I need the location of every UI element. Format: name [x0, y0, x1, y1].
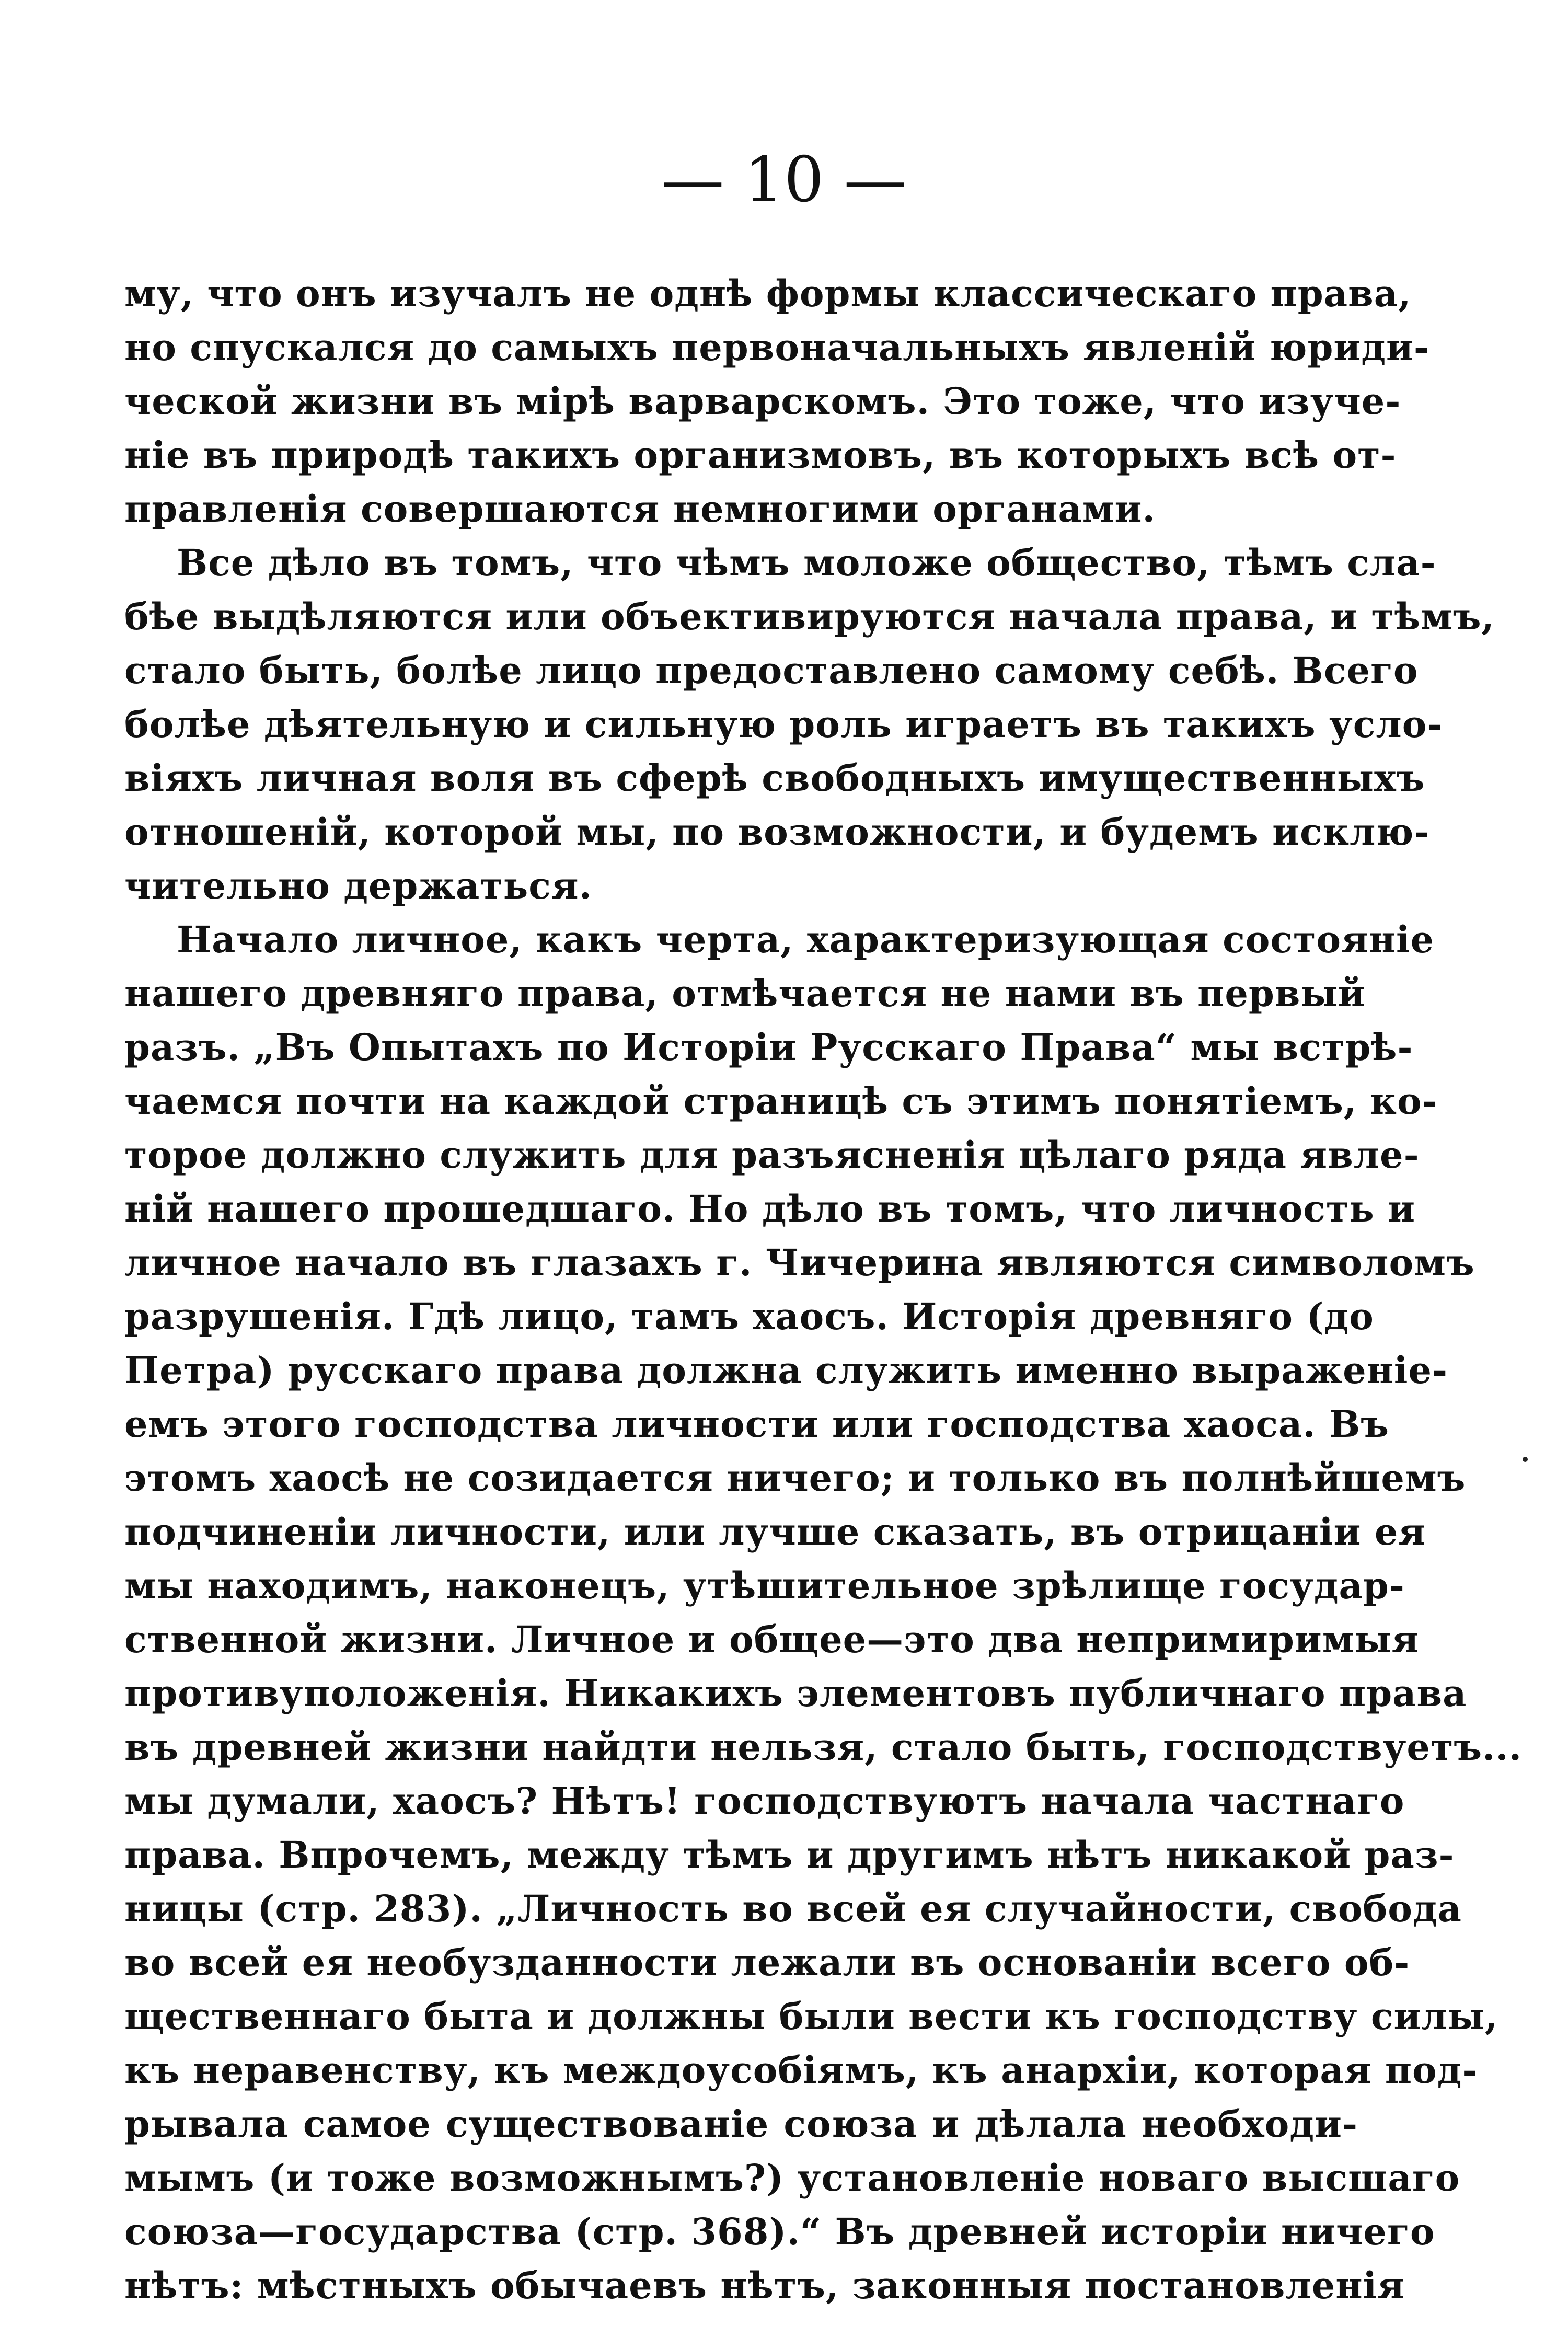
text-line: ственной жизни. Личное и общее—это два непримиримыя [124, 1618, 1420, 1661]
text-line: болѣе дѣятельную и сильную роль играетъ въ такихъ усло- [124, 702, 1443, 746]
text-line: мы находимъ, наконецъ, утѣшительное зрѣлище государ- [124, 1564, 1405, 1607]
text-line: нашего древняго права, отмѣчается не нами въ первый [124, 972, 1366, 1015]
text-line: мы думали, хаосъ? Нѣтъ! господствуютъ начала частнаго [124, 1779, 1405, 1823]
text-line: Петра) русскаго права должна служить именно выраженіе- [124, 1349, 1448, 1392]
text-line: Начало личное, какъ черта, характеризующая состояніе [177, 918, 1435, 961]
text-line: ницы (стр. 283). „Личность во всей ея случайности, свобода [124, 1887, 1462, 1930]
ink-speck [1523, 1457, 1528, 1462]
text-line: союза—государства (стр. 368).“ Въ древней исторіи ничего [124, 2210, 1435, 2253]
text-line: права. Впрочемъ, между тѣмъ и другимъ нѣтъ никакой раз- [124, 1833, 1455, 1876]
text-line: щественнаго быта и должны были вести къ господству силы, [124, 1995, 1498, 2038]
text-line: этомъ хаосѣ не созидается ничего; и только въ полнѣйшемъ [124, 1456, 1466, 1500]
text-line: мымъ (и тоже возможнымъ?) установленіе новаго высшаго [124, 2156, 1460, 2199]
text-line: торое должно служить для разъясненія цѣлаго ряда явле- [124, 1133, 1420, 1177]
text-line: въ древней жизни найдти нельзя, стало быть, господствуетъ... [124, 1725, 1523, 1769]
text-line: бѣе выдѣляются или объективируются начала права, и тѣмъ, [124, 595, 1495, 638]
text-line: рывала самое существованіе союза и дѣлала необходи- [124, 2102, 1358, 2146]
text-line: му, что онъ изучалъ не однѣ формы классическаго права, [124, 272, 1412, 315]
text-line: нѣтъ: мѣстныхъ обычаевъ нѣтъ, законныя постановленія [124, 2264, 1405, 2307]
text-line: разъ. „Въ Опытахъ по Исторіи Русскаго Права“ мы встрѣ- [124, 1026, 1413, 1069]
text-line: противуположенія. Никакихъ элементовъ публичнаго права [124, 1672, 1467, 1715]
text-line: правленія совершаются немногими органами. [124, 487, 1156, 531]
text-line: ческой жизни въ мірѣ варварскомъ. Это тоже, что изуче- [124, 379, 1401, 423]
text-line: стало быть, болѣе лицо предоставлено самому себѣ. Всего [124, 649, 1419, 692]
text-line: віяхъ личная воля въ сферѣ свободныхъ имущественныхъ [124, 756, 1425, 800]
text-line: емъ этого господства личности или господства хаоса. Въ [124, 1402, 1389, 1446]
text-line: ній нашего прошедшаго. Но дѣло въ томъ, что личность и [124, 1187, 1416, 1230]
text-line: къ неравенству, къ междоусобіямъ, къ анархіи, которая под- [124, 2048, 1478, 2092]
page-number: — 10 — [661, 144, 907, 216]
text-line: отношеній, которой мы, по возможности, и будемъ исклю- [124, 810, 1430, 854]
body-text [124, 267, 1523, 2312]
text-line: разрушенія. Гдѣ лицо, тамъ хаосъ. Исторія древняго (до [124, 1295, 1374, 1338]
text-line: чительно держаться. [124, 864, 592, 907]
text-line: во всей ея необузданности лежали въ основаніи всего об- [124, 1941, 1410, 1984]
text-line: подчиненіи личности, или лучше сказать, въ отрицаніи ея [124, 1510, 1426, 1553]
text-line: но спускался до самыхъ первоначальныхъ явленій юриди- [124, 326, 1429, 369]
text-line: ніе въ природѣ такихъ организмовъ, въ которыхъ всѣ от- [124, 433, 1397, 477]
text-line: личное начало въ глазахъ г. Чичерина являются символомъ [124, 1241, 1475, 1284]
text-line: Все дѣло въ томъ, что чѣмъ моложе общество, тѣмъ сла- [177, 541, 1436, 584]
text-line: чаемся почти на каждой страницѣ съ этимъ понятіемъ, ко- [124, 1079, 1438, 1123]
